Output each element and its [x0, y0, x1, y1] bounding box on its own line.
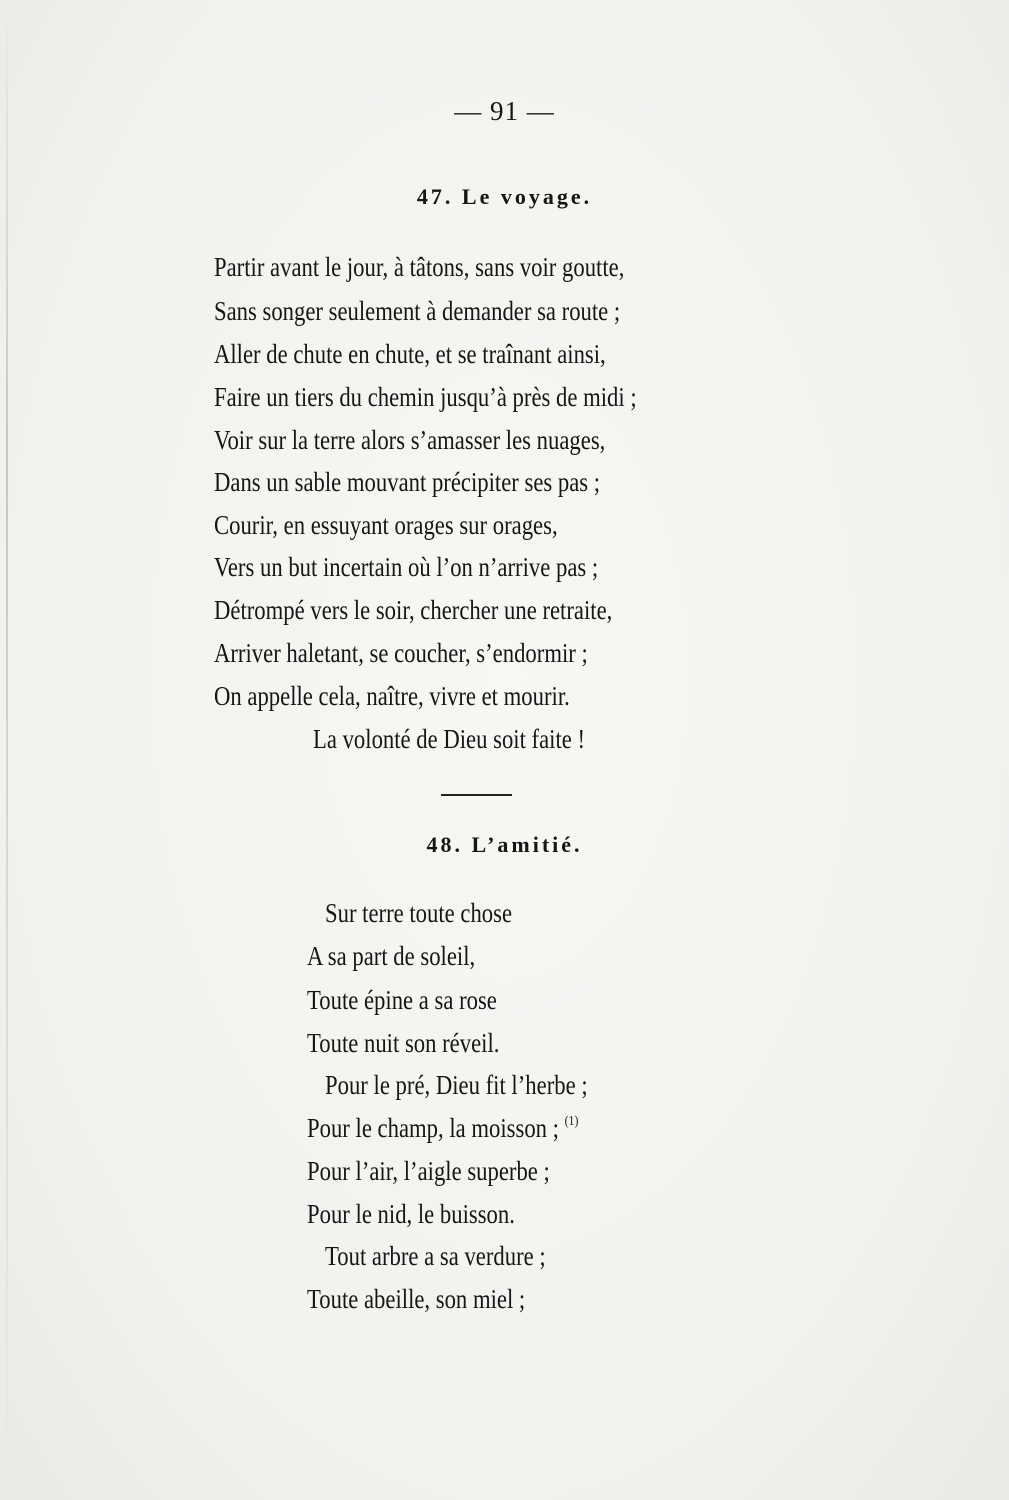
- poem-line: Détrompé vers le soir, chercher une retraite,: [214, 595, 613, 625]
- poem-line: Pour l’air, l’aigle superbe ;: [307, 1156, 550, 1186]
- poem-line: Sans songer seulement à demander sa route ;: [214, 296, 621, 326]
- poem-line: Pour le pré, Dieu fit l’herbe ;: [325, 1070, 588, 1100]
- poem-line: La volonté de Dieu soit faite !: [313, 724, 586, 754]
- poem-line: Tout arbre a sa verdure ;: [325, 1241, 546, 1271]
- poem-line: Pour le nid, le buisson.: [307, 1199, 515, 1229]
- poem-line: Arriver haletant, se coucher, s’endormir ;: [214, 638, 588, 668]
- poem-line: Sur terre toute chose: [325, 898, 513, 928]
- poem-title-le-voyage: 47. Le voyage.: [416, 184, 593, 209]
- poem-line: Aller de chute en chute, et se traînant ainsi,: [214, 339, 606, 369]
- page-number: — 91 —: [454, 96, 555, 126]
- poem-line: Voir sur la terre alors s’amasser les nuages,: [214, 425, 606, 455]
- poem-line: Partir avant le jour, à tâtons, sans voir goutte,: [214, 252, 625, 282]
- poem-line-text: Pour le champ, la moisson ;: [307, 1113, 559, 1143]
- poem-line: Dans un sable mouvant précipiter ses pas ;: [214, 467, 601, 497]
- poem-line: On appelle cela, naître, vivre et mourir.: [214, 681, 570, 711]
- poem-line: A sa part de soleil,: [307, 941, 476, 971]
- poem-line: Toute épine a sa rose: [307, 985, 497, 1015]
- poem-title-l-amitie: 48. L’amitié.: [426, 832, 583, 857]
- section-divider: [441, 794, 512, 796]
- poem-line: [307, 1112, 578, 1150]
- poem-line: Toute abeille, son miel ;: [307, 1284, 526, 1314]
- poem-line: Vers un but incertain où l’on n’arrive pas ;: [214, 552, 599, 582]
- footnote-marker: (1): [564, 1114, 579, 1129]
- poem-line: Faire un tiers du chemin jusqu’à près de midi ;: [214, 382, 637, 412]
- page-edge-shadow: [6, 0, 8, 1500]
- poem-line: Courir, en essuyant orages sur orages,: [214, 510, 558, 540]
- poem-line: Toute nuit son réveil.: [307, 1028, 500, 1058]
